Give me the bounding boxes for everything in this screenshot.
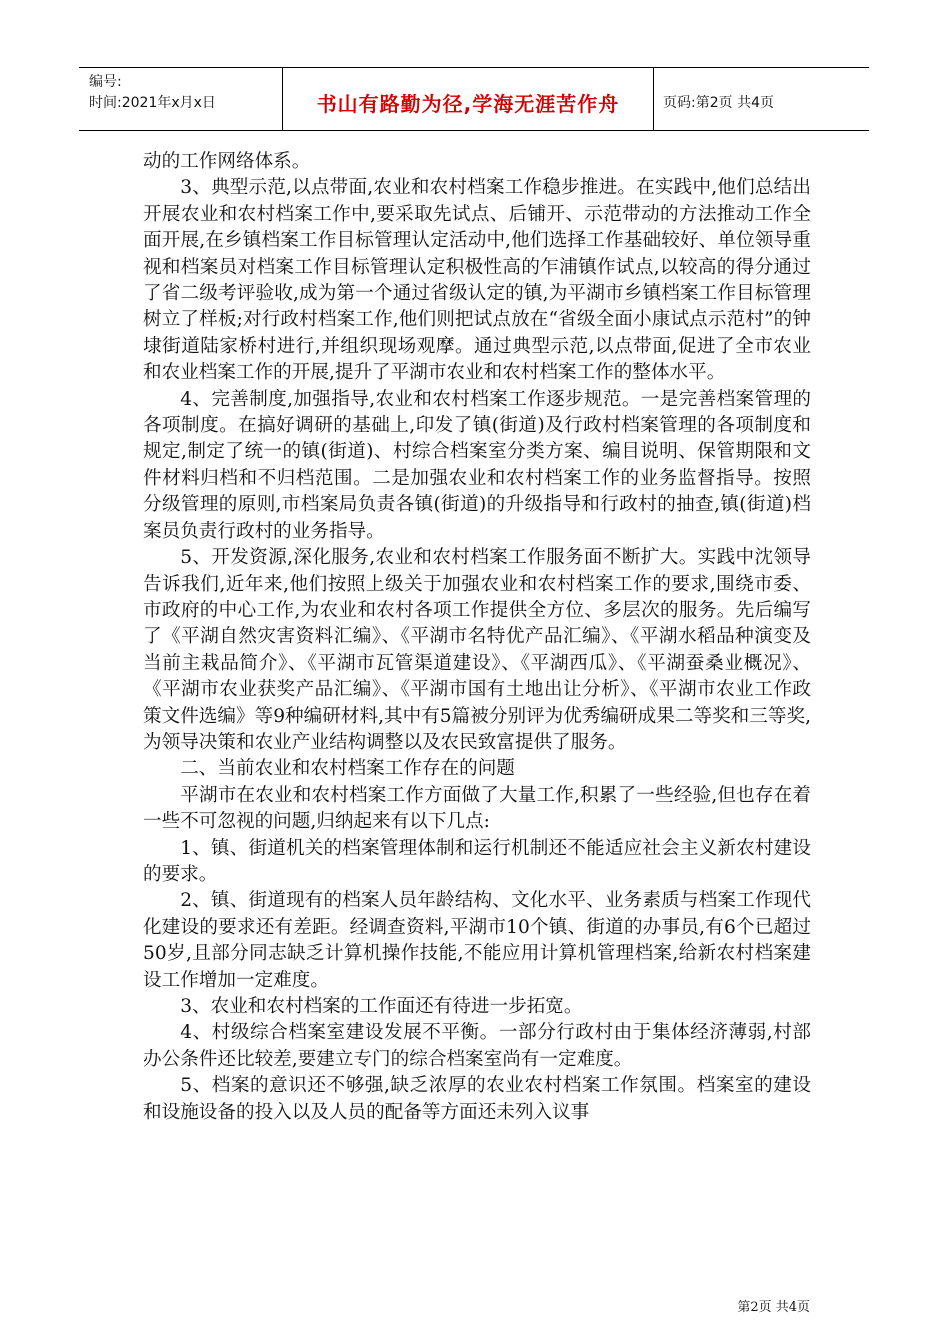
header-page-number: 页码:第2页 共4页 (663, 95, 774, 111)
body-paragraph: 4、完善制度,加强指导,农业和农村档案工作逐步规范。一是完善档案管理的各项制度。在搞好调研的基础上,印发了镇(街道)及行政村档案管理的各项制度和规定,制定了统一的镇(街道)、村综合档案室分类方案、编目说明、保管期限和文件材料归档和不归档范围。二是加强农业和农村档案工作的业务监督指导。按照分级管理的原则,市档案局负责各镇(街道)的升级指导和行政村的抽查,镇(街道)档案员负责行政村的业务指导。 (143, 388, 811, 542)
header-meta-cell (79, 68, 282, 130)
body-paragraph: 1、镇、街道机关的档案管理体制和运行机制还不能适应社会主义新农村建设的要求。 (143, 837, 811, 885)
body-paragraph: 3、农业和农村档案的工作面还有待进一步拓宽。 (180, 996, 583, 1017)
footer-page-number: 第2页 共4页 (737, 1300, 810, 1315)
body-paragraph: 5、开发资源,深化服务,农业和农村档案工作服务面不断扩大。实践中沈领导告诉我们,近年来,他们按照上级关于加强农业和农村档案工作的要求,围绕市委、市政府的中心工作,为农业和农村各项工作提供全方位、多层次的服务。先后编写了《平湖自然灾害资料汇编》、《平湖市名特优产品汇编》、《平湖水稻品种演变及当前主栽品简介》、《平湖市瓦管渠道建设》、《平湖西瓜》、《平湖蚕桑业概况》、《平湖市农业获奖产品汇编》、《平湖市国有土地出让分析》、《平湖市农业工作政策文件选编》等9种编研材料,其中有5篇被分别评为优秀编研成果二等奖和三等奖,为领导决策和农业产业结构调整以及农民致富提供了服务。 (143, 547, 811, 753)
document-number-label: 编号: (89, 74, 122, 90)
body-paragraph: 动的工作网络体系。 (143, 151, 311, 172)
body-paragraph: 3、典型示范,以点带面,农业和农村档案工作稳步推进。在实践中,他们总结出开展农业和农村档案工作中,要采取先试点、后铺开、示范带动的方法推动工作全面开展,在乡镇档案工作目标管理认定活动中,他们选择工作基础较好、单位领导重视和档案员对档案工作目标管理认定积极性高的乍浦镇作试点,以较高的得分通过了省二级考评验收,成为第一个通过省级认定的镇,为平湖市乡镇档案工作目标管理树立了样板;对行政村档案工作,他们则把试点放在“省级全面小康试点示范村”的钟埭街道陆家桥村进行,并组织现场观摩。通过典型示范,以点带面,促进了全市农业和农业档案工作的开展,提升了平湖市农业和农村档案工作的整体水平。 (143, 177, 811, 384)
body-paragraph: 平湖市在农业和农村档案工作方面做了大量工作,积累了一些经验,但也存在着一些不可忽视的问题,归纳起来有以下几点: (143, 784, 811, 833)
body-paragraph: 5、档案的意识还不够强,缺乏浓厚的农业农村档案工作氛围。档案室的建设和设施设备的投入以及人员的配备等方面还未列入议事 (143, 1075, 811, 1123)
body-paragraph: 二、当前农业和农村档案工作存在的问题 (180, 758, 515, 780)
page-header (79, 67, 869, 131)
document-body (143, 149, 811, 1126)
header-page-cell (653, 68, 869, 130)
document-date-label: 时间:2021年x月x日 (89, 95, 216, 111)
body-paragraph: 4、村级综合档案室建设发展不平衡。一部分行政村由于集体经济薄弱,村部办公条件还比较差,要建立专门的综合档案室尚有一定难度。 (143, 1022, 811, 1070)
body-paragraph: 2、镇、街道现有的档案人员年龄结构、文化水平、业务素质与档案工作现代化建设的要求还有差距。经调查资料,平湖市10个镇、街道的办事员,有6个已超过50岁,且部分同志缺乏计算机操作技能,不能应用计算机管理档案,给新农村档案建设工作增加一定难度。 (143, 890, 811, 991)
header-motto: 书山有路勤为径,学海无涯苦作舟 (316, 92, 620, 116)
header-motto-cell (282, 68, 654, 130)
